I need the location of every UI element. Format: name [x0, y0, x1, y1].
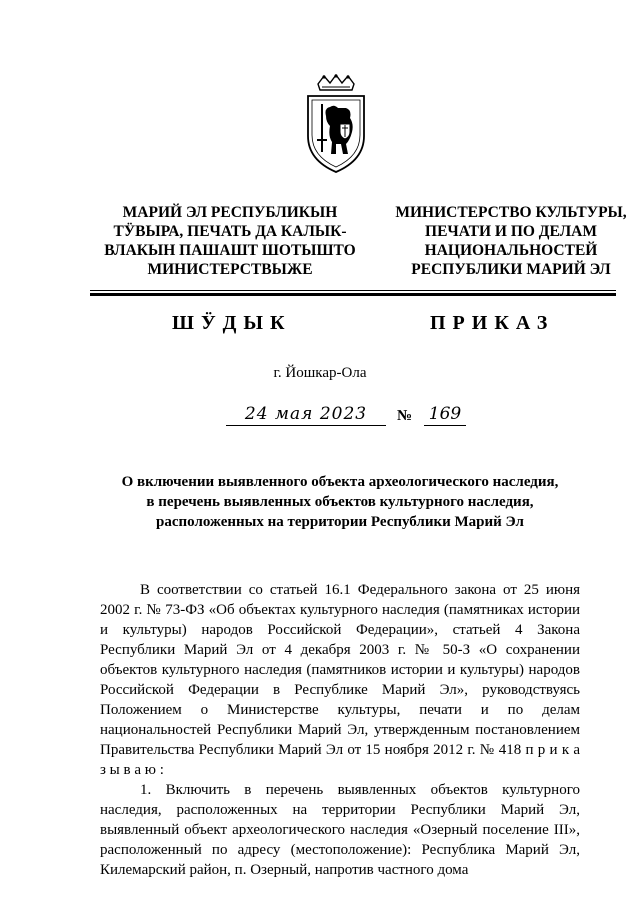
order-heading — [100, 472, 580, 532]
body-paragraph: 1. Включить в перечень выявленных объектов культурного наследия, расположенных на территории Республики Марий Эл, выявленный объект археологического наследия «Озерный поселение III», расположенный по адресу (местоположение): Республика Марий Эл, Килемарский район, п. Озерный, напротив частного дома — [100, 782, 580, 878]
header-right-line: РЕСПУБЛИКИ МАРИЙ ЭЛ — [411, 261, 611, 278]
number-field — [424, 406, 466, 426]
order-body — [100, 580, 580, 880]
header-right-line: ПЕЧАТИ И ПО ДЕЛАМ — [425, 223, 597, 240]
heading-line: расположенных на территории Республики Марий Эл — [156, 514, 524, 530]
date-underline — [226, 425, 386, 426]
header-left-line: ВЛАКЫН ПАШАШТ ШОТЫШТО — [104, 242, 356, 259]
header-right-line: НАЦИОНАЛЬНОСТЕЙ — [424, 242, 598, 259]
header-divider-thick — [90, 293, 616, 296]
body-paragraph: В соответствии со статьей 16.1 Федерального закона от 25 июня 2002 г. № 73-ФЗ «Об объектах культурного наследия (памятниках истории и культуры) народов Российской Федерации», статьей 4 Закона Республики Марий Эл от 4 декабря 2003 г. № 50-З «О сохранении объектов культурного наследия (памятников истории и культуры) народов Российской Федерации в Республике Марий Эл», руководствуясь Положением о Министерстве культуры, печати и по делам национальностей Республики Марий Эл, утвержденным постановлением Правительства Республики Марий Эл от 15 ноября 2012 г. № 418 п р и к а з ы в а ю : — [100, 582, 580, 778]
number-label: № — [397, 408, 413, 424]
heading-line: в перечень выявленных объектов культурного наследия, — [146, 494, 534, 510]
heading-line: О включении выявленного объекта археологического наследия, — [121, 474, 559, 490]
coat-of-arms-emblem — [296, 74, 376, 174]
doc-type-russian: ПРИКАЗ — [430, 312, 555, 334]
header-right-russian — [366, 203, 640, 279]
doc-type-marian: ШӰДЫК — [172, 312, 292, 334]
header-divider-thin — [90, 290, 616, 291]
number-underline — [424, 425, 466, 426]
handwritten-date: 24 мая 2023 — [244, 404, 368, 424]
header-left-line: МАРИЙ ЭЛ РЕСПУБЛИКЫН — [122, 204, 338, 221]
handwritten-number: 169 — [428, 404, 462, 424]
header-left-line: ТӰВЫРА, ПЕЧАТЬ ДА КАЛЫК- — [113, 223, 347, 240]
header-left-line: МИНИСТЕРСТВЫЖЕ — [147, 261, 313, 278]
city-line: г. Йошкар-Ола — [273, 365, 367, 381]
date-field — [226, 406, 386, 426]
header-left-marian — [85, 203, 375, 279]
header-right-line: МИНИСТЕРСТВО КУЛЬТУРЫ, — [395, 204, 627, 221]
